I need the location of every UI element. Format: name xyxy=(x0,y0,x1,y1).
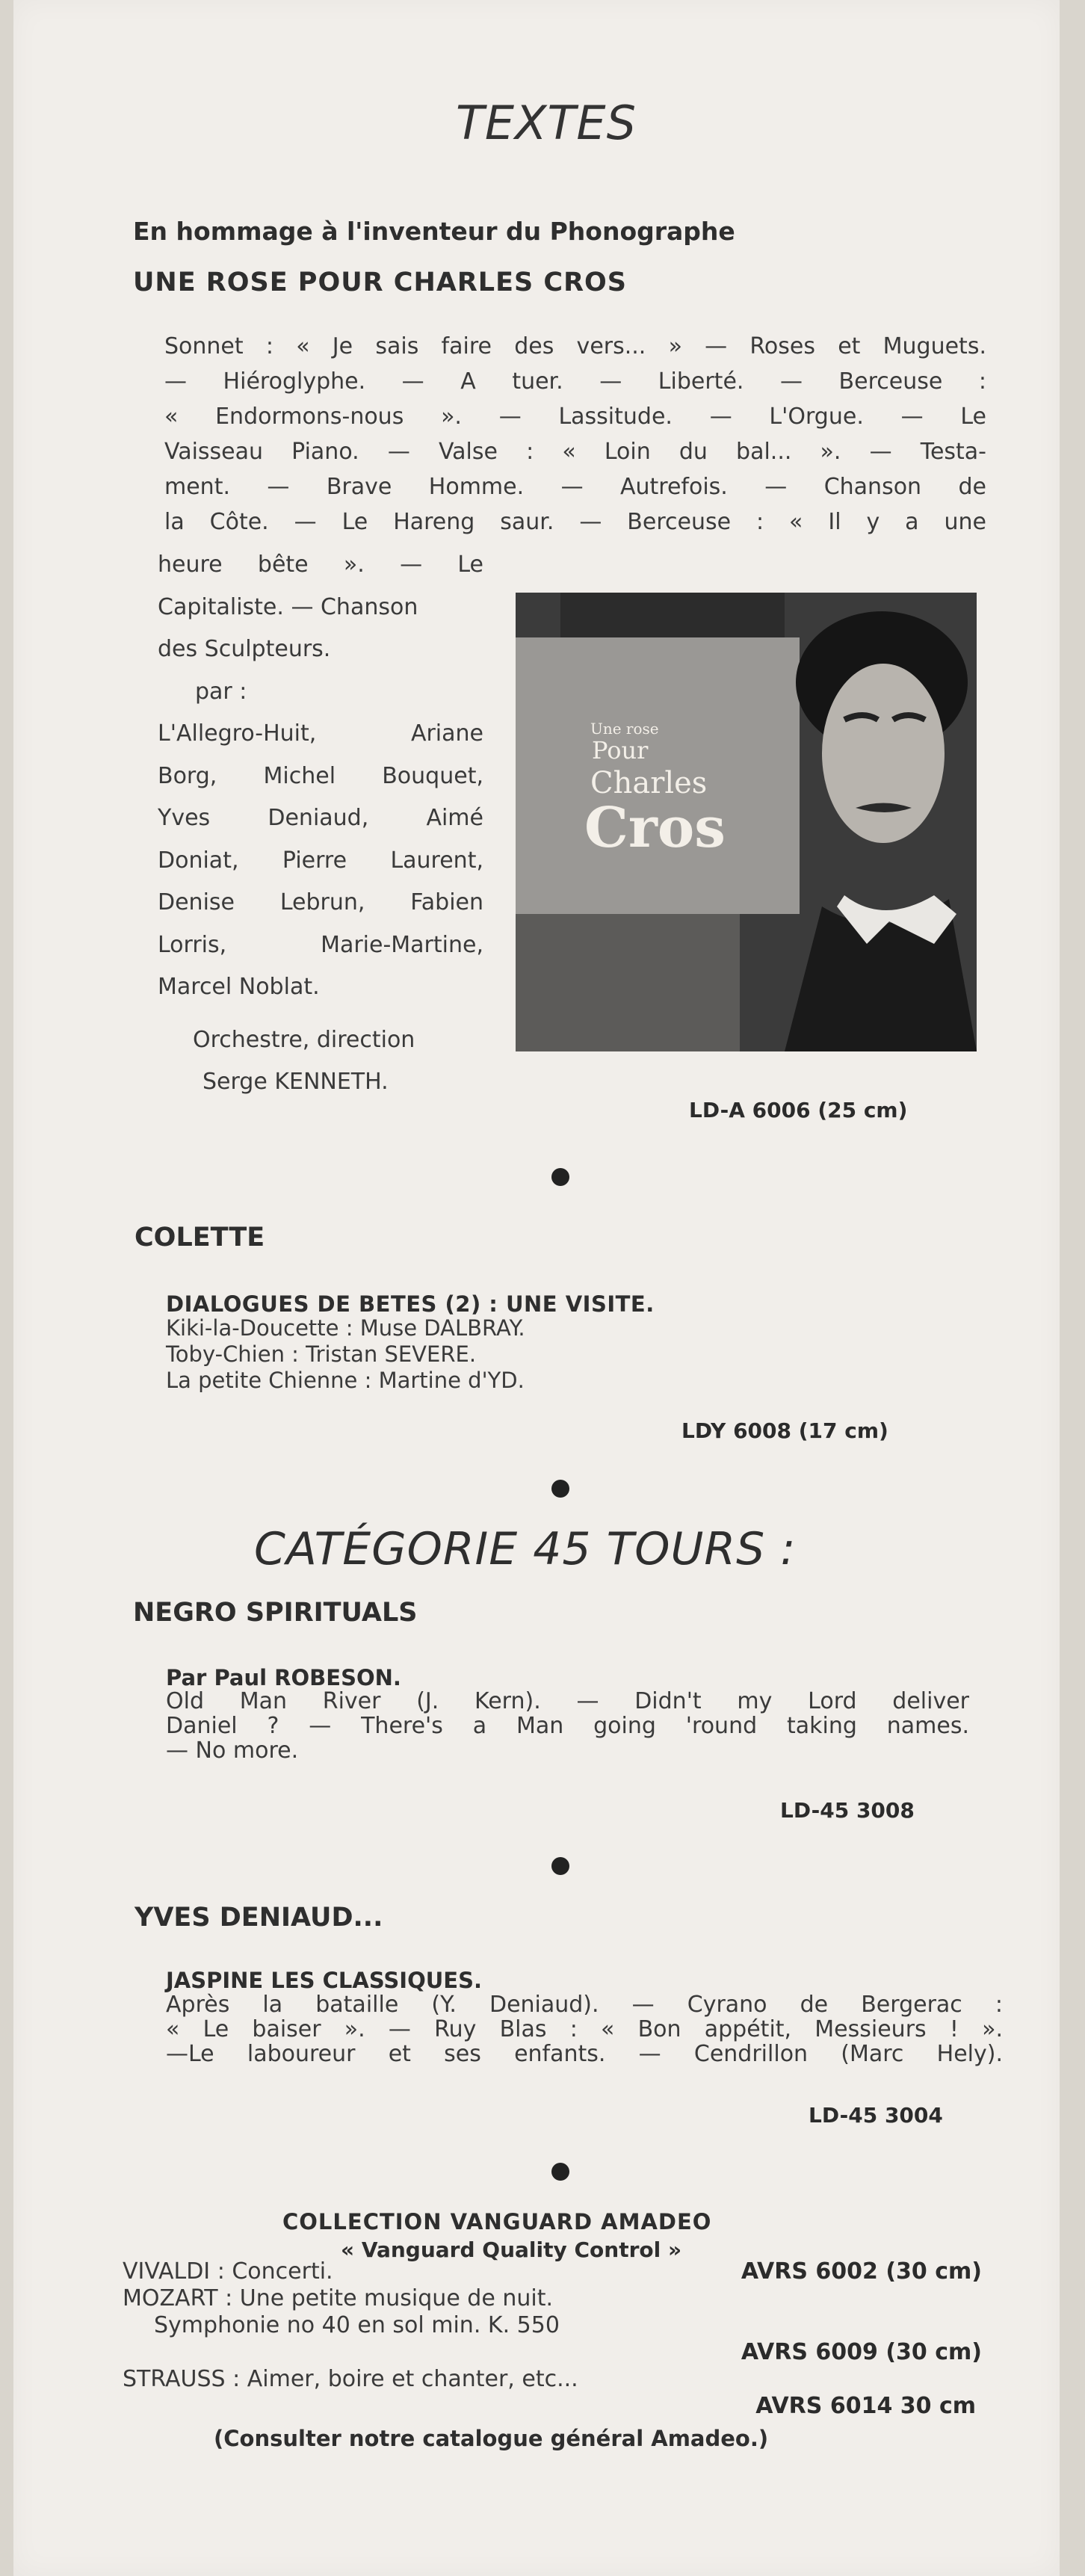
section5-footer: (Consulter notre catalogue général Amadeo.) xyxy=(214,2426,769,2451)
separator-dot xyxy=(551,1857,569,1875)
section2-ref: LDY 6008 (17 cm) xyxy=(681,1418,888,1443)
conductor-line: Serge KENNETH. xyxy=(203,1069,389,1095)
para-line: Vaisseau Piano. — Valse : « Loin du bal... ». — Testa- xyxy=(164,439,986,465)
narrow-line: Denise Lebrun, Fabien xyxy=(158,889,483,915)
section3-ref: LD-45 3008 xyxy=(780,1798,915,1823)
orchestre-line: Orchestre, direction xyxy=(193,1027,415,1053)
para-line: « Endormons-nous ». — Lassitude. — L'Orgue. — Le xyxy=(164,404,986,430)
narrow-line: Borg, Michel Bouquet, xyxy=(158,762,483,789)
hommage-line: En hommage à l'inventeur du Phonographe xyxy=(133,217,735,246)
narrow-line: L'Allegro-Huit, Ariane xyxy=(158,720,483,747)
section4-title: YVES DENIAUD... xyxy=(135,1903,383,1933)
catalogue-page xyxy=(13,0,1060,2576)
cast-line: La petite Chienne : Martine d'YD. xyxy=(166,1368,525,1393)
section5-title: COLLECTION VANGUARD AMADEO xyxy=(282,2209,712,2234)
mozart-line2: Symphonie no 40 en sol min. K. 550 xyxy=(154,2312,560,2338)
cover-line1: Une rose xyxy=(590,720,659,738)
textes-heading: TEXTES xyxy=(456,96,637,150)
vanguard-list xyxy=(123,2258,982,2420)
categorie-heading: CATÉGORIE 45 TOURS : xyxy=(254,1523,797,1575)
section2-title: DIALOGUES DE BETES (2) : UNE VISITE. xyxy=(166,1291,655,1317)
narrow-line: des Sculpteurs. xyxy=(158,636,331,662)
section3-lines xyxy=(166,1689,969,1763)
separator-dot xyxy=(551,1168,569,1186)
separator-dot xyxy=(551,2163,569,2181)
para-line: Sonnet : « Je sais faire des vers... » — Roses et Muguets. xyxy=(164,333,986,359)
para-line: ment. — Brave Homme. — Autrefois. — Chanson de xyxy=(164,474,986,500)
track-line: « Le baiser ». — Ruy Blas : « Bon appétit, Messieurs ! ». xyxy=(166,2016,1003,2042)
strauss-ref-row xyxy=(123,2393,982,2420)
section5-subtitle: « Vanguard Quality Control » xyxy=(341,2237,682,2262)
performers-column xyxy=(158,544,483,1009)
narrow-line: Doniat, Pierre Laurent, xyxy=(158,847,483,874)
narrow-line: Yves Deniaud, Aimé xyxy=(158,805,483,831)
narrow-line: Capitaliste. — Chanson xyxy=(158,593,418,620)
track-line: Old Man River (J. Kern). — Didn't my Lord deliver xyxy=(166,1688,969,1714)
strauss-ref: AVRS 6014 30 cm xyxy=(755,2393,976,2419)
narrow-line: heure bête ». — Le xyxy=(158,552,483,578)
mozart-ref: AVRS 6009 (30 cm) xyxy=(741,2339,982,2365)
cover-line3: Charles xyxy=(590,766,708,800)
narrow-line: par : xyxy=(195,678,247,705)
para-line: la Côte. — Le Hareng saur. — Berceuse : « Il y a une xyxy=(164,509,986,535)
section1-title: UNE ROSE POUR CHARLES CROS xyxy=(133,268,627,297)
track-line: — No more. xyxy=(166,1738,299,1764)
vivaldi-ref: AVRS 6002 (30 cm) xyxy=(741,2258,982,2285)
section1-paragraph xyxy=(164,329,986,540)
cover-line4: Cros xyxy=(584,796,726,860)
cast-line: Kiki-la-Doucette : Muse DALBRAY. xyxy=(166,1315,525,1341)
mozart-line1: MOZART : Une petite musique de nuit. xyxy=(123,2285,554,2311)
vivaldi-text: VIVALDI : Concerti. xyxy=(123,2258,333,2285)
cover-line2: Pour xyxy=(592,736,649,765)
strauss-line: STRAUSS : Aimer, boire et chanter, etc... xyxy=(123,2366,578,2392)
track-line: Après la bataille (Y. Deniaud). — Cyrano de Bergerac : xyxy=(166,1992,1003,2018)
separator-dot xyxy=(551,1480,569,1498)
section4-ref: LD-45 3004 xyxy=(809,2103,943,2128)
track-line: Daniel ? — There's a Man going 'round taking names. xyxy=(166,1713,969,1739)
section4-lines xyxy=(166,1992,1003,2066)
section3-title: NEGRO SPIRITUALS xyxy=(133,1598,418,1628)
portrait-face xyxy=(822,664,945,843)
mozart-ref-row xyxy=(123,2339,982,2366)
section2-lines xyxy=(166,1315,525,1394)
section2-author: COLETTE xyxy=(135,1223,265,1253)
narrow-line: Lorris, Marie-Martine, xyxy=(158,931,483,958)
section3-by: Par Paul ROBESON. xyxy=(166,1665,401,1690)
cast-line: Toby-Chien : Tristan SEVERE. xyxy=(166,1341,477,1367)
narrow-line: Marcel Noblat. xyxy=(158,974,320,1000)
section1-ref: LD-A 6006 (25 cm) xyxy=(689,1098,908,1122)
album-cover xyxy=(516,593,977,1051)
para-line: — Hiéroglyphe. — A tuer. — Liberté. — Berceuse : xyxy=(164,368,986,395)
vivaldi-row xyxy=(123,2258,982,2285)
track-line: —Le laboureur et ses enfants. — Cendrillon (Marc Hely). xyxy=(166,2041,1003,2067)
section4-subtitle: JASPINE LES CLASSIQUES. xyxy=(166,1968,482,1993)
